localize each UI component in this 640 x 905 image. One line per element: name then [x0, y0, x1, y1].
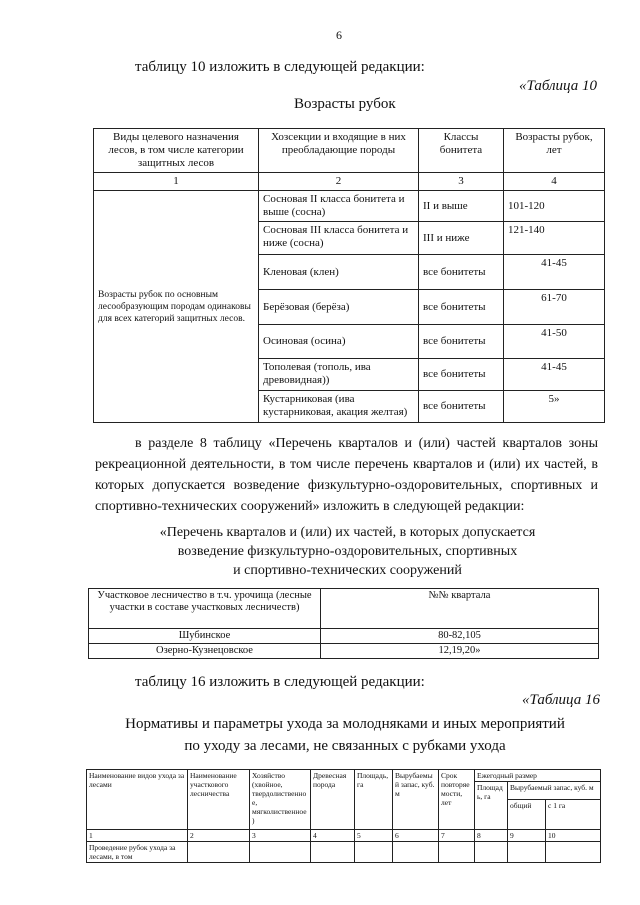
- title-line: и спортивно-технических сооружений: [233, 563, 462, 578]
- header-cell: Участковое лесничество в т.ч. урочища (лесные участки в составе участковых лесничеств): [89, 589, 321, 629]
- empty-cell: [508, 842, 546, 863]
- care-norms-table: [86, 769, 601, 863]
- age-cell: 5»: [504, 391, 605, 423]
- header-cell: Вырубаемый запас, куб. м: [508, 782, 601, 800]
- table-row: [94, 191, 605, 222]
- header-cell: общий: [508, 800, 546, 830]
- age-cell: 61-70: [504, 290, 605, 325]
- class-cell: все бонитеты: [419, 359, 504, 391]
- class-cell: все бонитеты: [419, 325, 504, 359]
- header-cell: Возрасты рубок, лет: [504, 129, 605, 173]
- table-row: [87, 842, 601, 863]
- care-type-cell: Проведение рубок ухода за лесами, в том: [87, 842, 188, 863]
- header-cell: Виды целевого назначения лесов, в том числе категории защитных лесов: [94, 129, 259, 173]
- table16-label: «Таблица 16: [522, 692, 600, 708]
- column-number: 2: [259, 173, 419, 191]
- table10-title: Возрасты рубок: [294, 96, 396, 112]
- column-number: 1: [94, 173, 259, 191]
- intro-table10: таблицу 10 изложить в следующей редакции:: [135, 59, 425, 75]
- empty-cell: [250, 842, 311, 863]
- section8-paragraph: в разделе 8 таблицу «Перечень кварталов и (или) частей кварталов зоны рекреационной деятельности, в том числе перечень кварталов и (или) их частей, в которых допускается возведение физкультурно-оздоровительных, спортивных и спортивно-технических сооружений» изложить в следующей редакции:: [95, 436, 598, 514]
- kvartal-numbers: 80-82,105: [321, 629, 599, 644]
- column-number: 4: [504, 173, 605, 191]
- cutting-ages-table: [93, 128, 605, 423]
- title-line: Нормативы и параметры ухода за молодняками и иных мероприятий: [125, 716, 565, 732]
- class-cell: II и выше: [419, 191, 504, 222]
- class-cell: III и ниже: [419, 222, 504, 255]
- age-cell: 121-140: [504, 222, 605, 255]
- header-cell: Классы бонитета: [419, 129, 504, 173]
- column-number: 3: [419, 173, 504, 191]
- table-row: [89, 629, 599, 644]
- column-number: 8: [475, 830, 508, 842]
- title-line: по уходу за лесами, не связанных с рубками ухода: [184, 738, 506, 754]
- kvartal-numbers: 12,19,20»: [321, 644, 599, 659]
- empty-cell: [546, 842, 601, 863]
- table16-title: [90, 713, 600, 757]
- table-row: [89, 644, 599, 659]
- header-cell: Вырубаемый запас, куб. м: [393, 770, 439, 830]
- header-cell: Площадь, га: [475, 782, 508, 830]
- empty-cell: [311, 842, 355, 863]
- column-number: 3: [250, 830, 311, 842]
- header-cell: Срок повторяемости, лет: [439, 770, 475, 830]
- column-number: 2: [188, 830, 250, 842]
- forestry-name: Шубинское: [89, 629, 321, 644]
- forestry-name: Озерно-Кузнецовское: [89, 644, 321, 659]
- class-cell: все бонитеты: [419, 391, 504, 423]
- column-number: 10: [546, 830, 601, 842]
- section-cell: Сосновая III класса бонитета и ниже (сосна): [259, 222, 419, 255]
- title-line: возведение физкультурно-оздоровительных, спортивных: [177, 544, 518, 559]
- column-number: 7: [439, 830, 475, 842]
- column-number: 4: [311, 830, 355, 842]
- age-cell: 41-50: [504, 325, 605, 359]
- header-cell: с 1 га: [546, 800, 601, 830]
- section-cell: Сосновая II класса бонитета и выше (сосна): [259, 191, 419, 222]
- table10-label: «Таблица 10: [519, 78, 597, 94]
- section-cell: Осиновая (осина): [259, 325, 419, 359]
- empty-cell: [355, 842, 393, 863]
- class-cell: все бонитеты: [419, 255, 504, 290]
- class-cell: все бонитеты: [419, 290, 504, 325]
- section-cell: Тополевая (тополь, ива древовидная)): [259, 359, 419, 391]
- column-number: 6: [393, 830, 439, 842]
- empty-cell: [393, 842, 439, 863]
- empty-cell: [475, 842, 508, 863]
- empty-cell: [439, 842, 475, 863]
- header-cell: Хозсекции и входящие в них преобладающие породы: [259, 129, 419, 173]
- column-number: 9: [508, 830, 546, 842]
- header-cell: Наименование видов ухода за лесами: [87, 770, 188, 830]
- kvartals-title: [95, 523, 600, 580]
- age-cell: 101-120: [504, 191, 605, 222]
- empty-cell: [188, 842, 250, 863]
- age-cell: 41-45: [504, 359, 605, 391]
- intro-table16: таблицу 16 изложить в следующей редакции:: [135, 674, 425, 690]
- section-cell: Берёзовая (берёза): [259, 290, 419, 325]
- header-cell: Площадь, га: [355, 770, 393, 830]
- section-cell: Кустарниковая (ива кустарниковая, акация желтая): [259, 391, 419, 423]
- title-line: «Перечень кварталов и (или) их частей, в которых допускается: [159, 525, 536, 540]
- header-cell: Хозяйство (хвойное, твердолиственное, мягколиственное): [250, 770, 311, 830]
- section-cell: Кленовая (клен): [259, 255, 419, 290]
- column-number: 5: [355, 830, 393, 842]
- kvartals-table: [88, 588, 599, 659]
- header-cell: №№ квартала: [321, 589, 599, 629]
- merged-category-cell: Возрасты рубок по основным лесообразующим породам одинаковы для всех категорий защитных лесов.: [94, 191, 259, 423]
- age-cell: 41-45: [504, 255, 605, 290]
- header-cell: Ежегодный размер: [475, 770, 601, 782]
- column-number: 1: [87, 830, 188, 842]
- header-cell: Наименование участкового лесничества: [188, 770, 250, 830]
- page-number: 6: [336, 28, 342, 42]
- header-cell: Древесная порода: [311, 770, 355, 830]
